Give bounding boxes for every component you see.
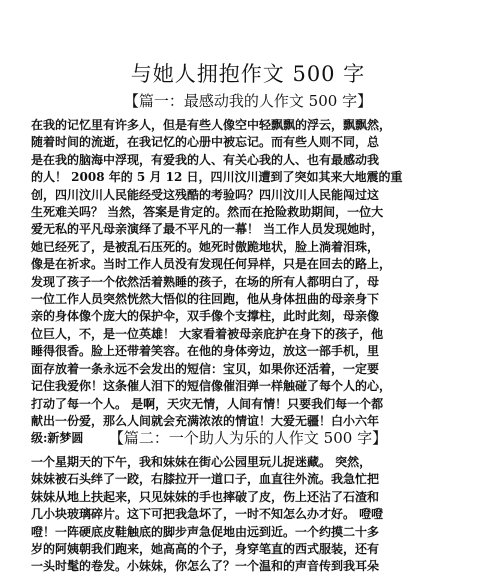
text-line: 随着时间的流逝，在我记忆的心册中被忘记。而有些人则不同，总 bbox=[31, 135, 380, 150]
text-line: 打动了每一个人。 是啊，天灾无情，人间有情！只要我们每一个都 bbox=[31, 396, 384, 411]
text-line: 睡得很香。脸上还带着笑容。在他的身体旁边，放这一部手机，里 bbox=[31, 344, 380, 359]
text-line: 创，四川汶川人民能经受这残酷的考验吗？四川汶川人民能闯过这 bbox=[31, 187, 380, 202]
section-heading: 【篇二：一个助人为乐的人作文 500 字】 bbox=[108, 429, 388, 447]
text-line: 面存放着一条永远不会发出的短信：宝贝，如果你还活着，一定要 bbox=[31, 361, 380, 376]
text-line: 生死难关吗？ 当然，答案是肯定的。然而在抢险救助期间，一位大 bbox=[31, 205, 384, 220]
text-line: 献出一份爱，那么人间就会充满浓浓的情谊！大爱无疆！白小六年 bbox=[31, 413, 380, 428]
text-line: 一个星期天的下午，我和妹妹在街心公园里玩儿捉迷藏。 突然， bbox=[31, 455, 372, 469]
section-heading: 【篇一：最感动我的人作文 500 字】 bbox=[123, 92, 373, 110]
text-line: 噔！一阵硬底皮鞋触底的脚步声急促地由远到近。一个约摸二十多 bbox=[31, 524, 380, 539]
text-line: 是在我的脑海中浮现，有爱我的人、有关心我的人、也有最感动我 bbox=[31, 152, 380, 167]
text-line: 她已经死了，是被乱石压死的。她死时傲跪地状，脸上淌着泪珠， bbox=[31, 239, 380, 254]
text-line: 一位工作人员突然恍然大悟似的往回跑，他从身体扭曲的母亲身下 bbox=[31, 292, 380, 307]
text-line: 位巨人，不，是一位英雄！ 大家看着被母亲庇护在身下的孩子，他 bbox=[31, 326, 384, 341]
text-line: 亲的身体像个庞大的保护伞，双手像个支撑柱，此时此刻，母亲像 bbox=[31, 309, 380, 324]
text-line: 妹妹被石头绊了一跤，右膝拉开一道口子，血直往外流。我急忙把 bbox=[31, 472, 380, 487]
document-title: 与她人拥抱作文 500 字 bbox=[130, 62, 366, 86]
text-line: 的人！ 2008 年的 5 月 12 日，四川汶川遭到了突如其来大地震的重 bbox=[31, 170, 403, 185]
section-body bbox=[31, 454, 439, 576]
text-line: 级:新梦圆 bbox=[31, 431, 84, 446]
text-line: 几小块玻璃碎片。这下可把我急坏了，一时不知怎么办才好。 噔噔 bbox=[31, 507, 384, 522]
text-line: 发现了孩子一个依然活着熟睡的孩子，在场的所有人都明白了，母 bbox=[31, 274, 380, 289]
text-line: 一头时髦的卷发。小妹妹，你怎么了？一个温和的声音传到我耳朵 bbox=[31, 559, 380, 574]
text-line: 岁的阿姨朝我们跑来，她高高的个子，身穿笔直的西式服装，还有 bbox=[31, 542, 380, 557]
section-body bbox=[31, 117, 439, 448]
text-line: 像是在祈求。当时工作人员没有发现任何异样，只是在回去的路上， bbox=[31, 257, 392, 272]
text-line: 爱无私的平凡母亲演绎了最不平凡的一幕！ 当工作人员发现她时， bbox=[31, 222, 384, 237]
text-line: 在我的记忆里有许多人，但是有些人像空中轻飘飘的浮云，飘飘然， bbox=[31, 118, 392, 132]
text-line: 妹妹从地上扶起来，只见妹妹的手也摔破了皮，伤上还沾了石渣和 bbox=[31, 489, 380, 504]
text-line: 记住我爱你！这条催人泪下的短信像催泪弹一样触碰了每个人的心， bbox=[31, 379, 392, 394]
